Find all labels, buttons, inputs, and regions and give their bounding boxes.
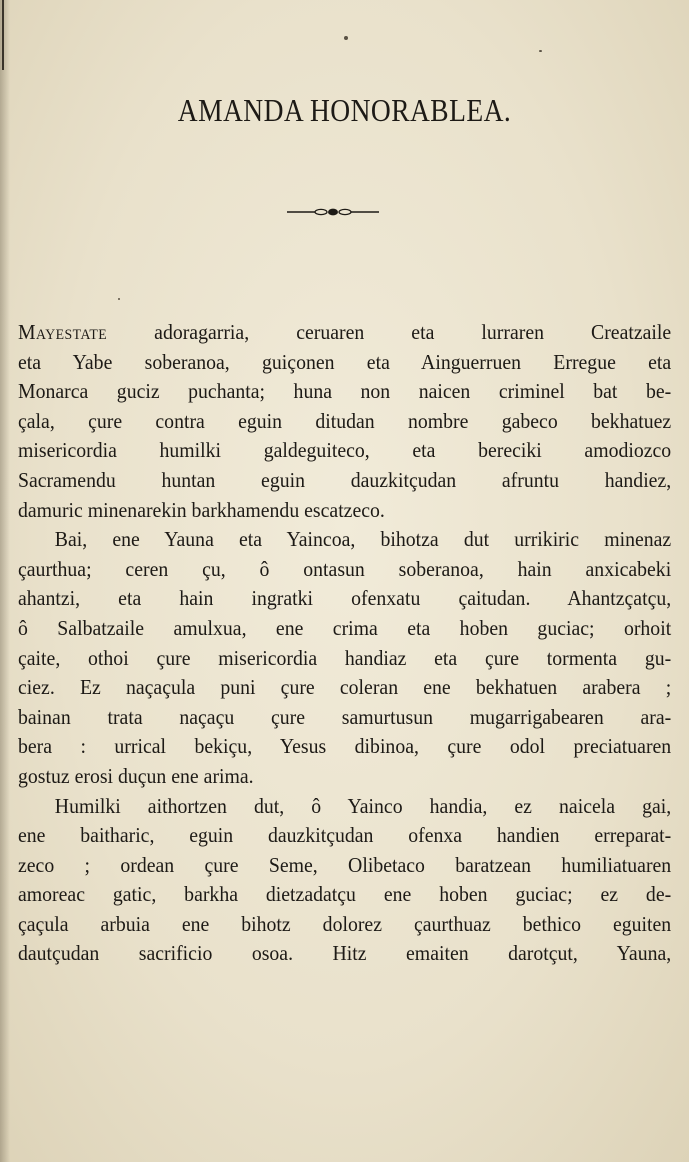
paragraph-2-line: ahantzi, eta hain ingratki ofenxatu çaitudan. Ahantzçatçu,: [18, 586, 672, 611]
paragraph-1-line: Monarca guciz puchanta; huna non naicen criminel bat be-: [18, 379, 672, 404]
page-title: AMANDA HONORABLEA.: [177, 92, 512, 128]
opening-word: Mayestate: [18, 320, 108, 344]
paragraph-1-line: eta Yabe soberanoa, guiçonen eta Ainguerruen Erregue eta: [18, 349, 672, 374]
paragraph-2-line: bera : urrical bekiçu, Yesus dibinoa, çure odol preciatuaren: [18, 734, 672, 759]
paragraph-3-line: ene baitharic, eguin dauzkitçudan ofenxa handien erreparat-: [18, 823, 672, 848]
paragraph-2-line: bainan trata naçaçu çure samurtusun mugarrigabearen ara-: [18, 704, 672, 729]
paper-speck: [344, 36, 348, 40]
binding-mark: [2, 0, 4, 70]
dash-ornament-icon: [287, 206, 379, 218]
paragraph-2-line: çaurthua; ceren çu, ô ontasun soberanoa, hain anxicabeki: [18, 556, 672, 581]
paragraph-1-line: damuric minenarekin barkhamendu escatzeco.: [18, 497, 385, 522]
paragraph-2-line: çaite, othoi çure misericordia handiaz eta çure tormenta gu-: [18, 645, 672, 670]
paragraph-1-line: misericordia humilki galdeguiteco, eta bereciki amodiozco: [18, 438, 672, 463]
paragraph-3-line: amoreac gatic, barkha dietzadatçu ene hoben guciac; ez de-: [18, 882, 672, 907]
body-text: [18, 318, 672, 969]
paragraph-3-line: zeco ; ordean çure Seme, Olibetaco baratzean humiliatuaren: [18, 852, 672, 877]
paragraph-3-line: dautçudan sacrificio osoa. Hitz emaiten darotçut, Yauna,: [18, 941, 672, 966]
paper-speck: [118, 298, 120, 300]
paragraph-1-line: Sacramendu huntan eguin dauzkitçudan afruntu handiez,: [18, 467, 672, 492]
paragraph-1-line: Mayestate adoragarria, ceruaren eta lurraren Creatzaile: [18, 320, 672, 344]
paragraph-2-line: gostuz erosi duçun ene arima.: [18, 763, 254, 788]
paragraph-3-line: çaçula arbuia ene bihotz dolorez çaurthuaz bethico eguiten: [18, 911, 672, 936]
page-edge-shadow: [0, 0, 10, 1162]
paragraph-3-line: Humilki aithortzen dut, ô Yainco handia, ez naicela gai,: [54, 793, 672, 818]
paragraph-2-line: ô Salbatzaile amulxua, ene crima eta hoben guciac; orhoit: [18, 615, 672, 640]
paragraph-2-line: Bai, ene Yauna eta Yaincoa, bihotza dut urrikiric minenaz: [54, 527, 672, 552]
paragraph-1-line: çala, çure contra eguin ditudan nombre gabeco bekhatuez: [18, 408, 672, 433]
paragraph-2-line: ciez. Ez naçaçula puni çure coleran ene bekhatuen arabera ;: [18, 675, 672, 700]
paper-speck: [539, 50, 542, 52]
